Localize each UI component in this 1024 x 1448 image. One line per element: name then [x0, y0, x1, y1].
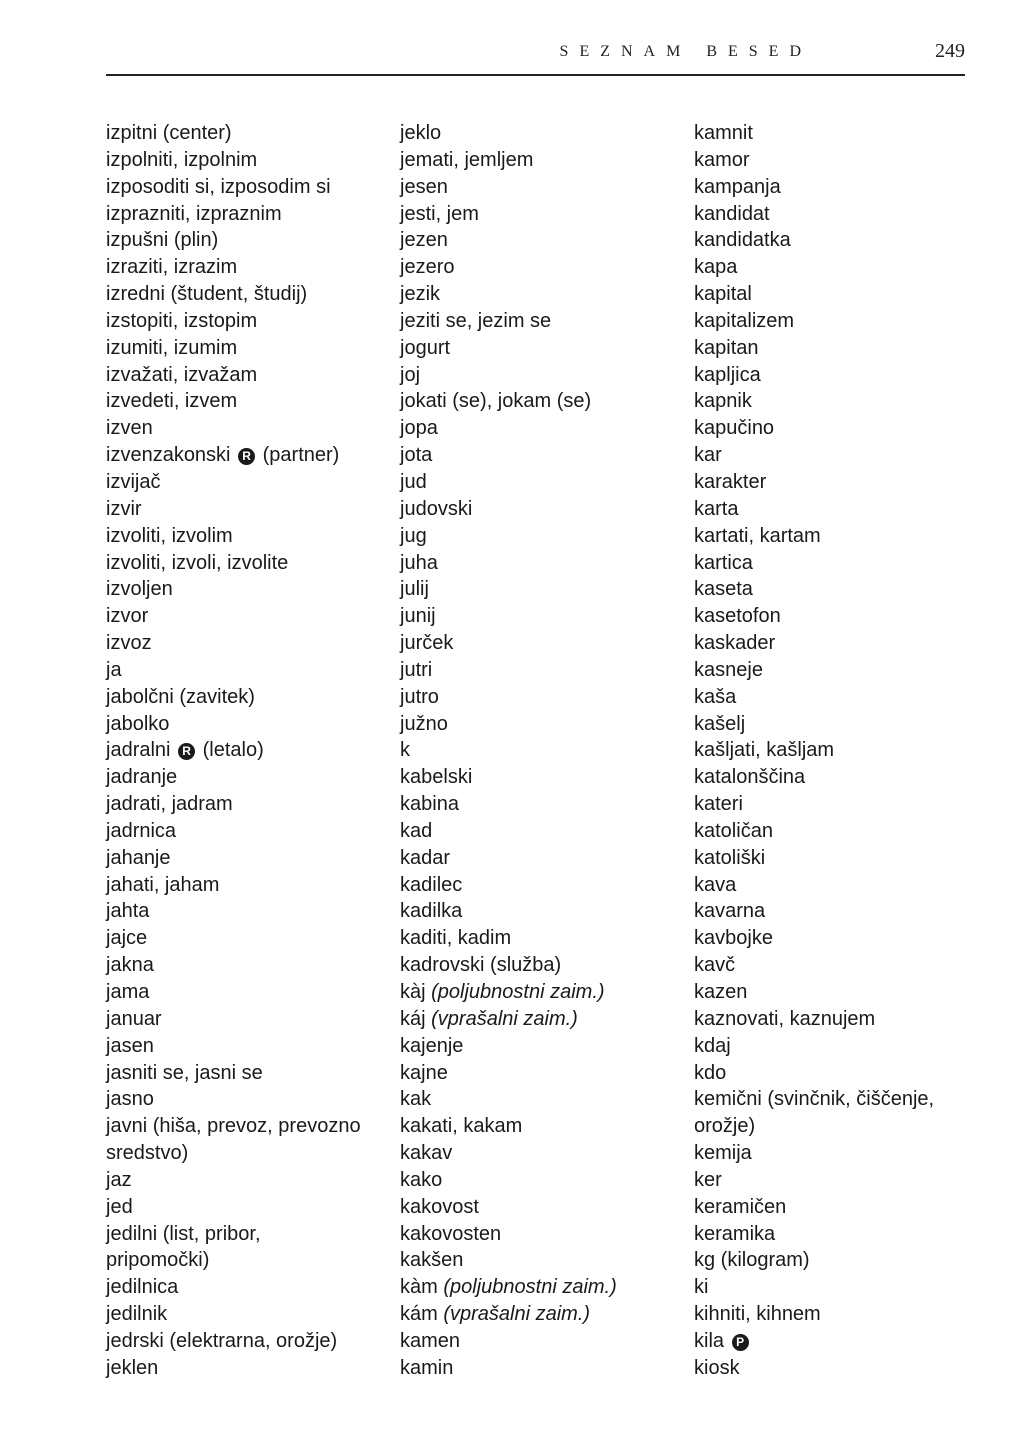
word-entry: kartica: [694, 551, 753, 574]
word-entry: izvažati, izvažam: [106, 363, 258, 386]
word-entry: jahati, jaham: [106, 873, 220, 896]
word-entry: jeziti se, jezim se: [400, 309, 552, 332]
register-badge-icon: P: [732, 1334, 749, 1351]
word-entry: [400, 1301, 690, 1328]
word-entry: jota: [400, 444, 433, 467]
word-entry: julij: [400, 578, 429, 601]
word-entry: keramičen: [694, 1195, 787, 1218]
word-entry: izraziti, izrazim: [106, 256, 238, 279]
word-entry: kakav: [400, 1142, 453, 1165]
word-entry: januar: [106, 1007, 162, 1030]
word-entry: kateri: [694, 793, 743, 816]
word-entry: kakovost: [400, 1195, 479, 1218]
word-entry: kabina: [400, 793, 459, 816]
word-entry: jabolčni (zavitek): [106, 685, 255, 708]
word-entry: jasniti se, jasni se: [106, 1061, 263, 1084]
word-entry: kdaj: [694, 1034, 731, 1057]
word-entry: kandidat: [694, 202, 770, 225]
word-entry: junij: [400, 605, 436, 628]
word-entry: jemati, jemljem: [400, 148, 534, 171]
word-entry: jesen: [400, 175, 448, 198]
word-entry: jezik: [400, 283, 441, 306]
word-entry: jedilnik: [106, 1303, 168, 1326]
word-entry: joj: [400, 363, 421, 386]
word-entry: jahta: [106, 900, 150, 923]
word-entry: jutri: [400, 658, 433, 681]
page-number: 249: [935, 40, 965, 62]
word-entry: sredstvo): [106, 1142, 189, 1165]
word-entry: kakovosten: [400, 1222, 502, 1245]
word-entry: jabolko: [106, 712, 170, 735]
register-badge-icon: R: [178, 743, 195, 760]
entry-grammar-note: (vprašalni zaim.): [431, 1007, 578, 1030]
word-entry: kapital: [694, 283, 752, 306]
word-entry: javni (hiša, prevoz, prevozno: [106, 1115, 361, 1138]
entry-grammar-note: (poljubnostni zaim.): [431, 981, 605, 1003]
entry-grammar-note: (poljubnostni zaim.): [443, 1276, 617, 1299]
entry-word: kàm: [400, 1276, 438, 1299]
word-entry: kad: [400, 819, 433, 842]
word-entry: izvijač: [106, 470, 161, 493]
word-entry: izvir: [106, 497, 142, 520]
entry-grammar-note: (vprašalni zaim.): [443, 1303, 591, 1326]
entry-word: káj: [400, 1007, 426, 1030]
entry-note: (letalo): [202, 739, 264, 762]
word-entry: jedilnica: [106, 1276, 179, 1299]
word-entry: izvoljen: [106, 578, 173, 601]
word-entry: kajenje: [400, 1034, 464, 1057]
word-entry: kandidatka: [694, 229, 791, 252]
word-entry: [106, 442, 396, 469]
word-entry: jeklo: [400, 122, 442, 144]
word-entry: izpušni (plin): [106, 229, 219, 252]
word-entry: izvoz: [106, 632, 152, 655]
word-entry: izumiti, izumim: [106, 336, 238, 359]
word-entry: orožje): [694, 1115, 756, 1138]
word-entry: kakšen: [400, 1249, 464, 1272]
word-entry: pripomočki): [106, 1249, 210, 1272]
word-entry: kiosk: [694, 1356, 740, 1379]
word-entry: kajne: [400, 1061, 448, 1084]
word-entry: jahanje: [106, 846, 171, 869]
word-entry: jedrski (elektrarna, orožje): [106, 1329, 338, 1352]
word-entry: kašljati, kašljam: [694, 739, 835, 762]
register-badge-icon: R: [238, 448, 255, 465]
word-column-1: [106, 120, 396, 1382]
word-entry: katalonščina: [694, 766, 806, 789]
entry-word: kila: [694, 1329, 725, 1352]
word-entry: jeklen: [106, 1356, 159, 1379]
word-entry: kaditi, kadim: [400, 927, 512, 950]
word-entry: kar: [694, 444, 722, 467]
word-entry: izvoliti, izvoli, izvolite: [106, 551, 289, 574]
word-entry: [694, 1328, 994, 1355]
entry-word: jadralni: [106, 739, 171, 762]
word-entry: kabelski: [400, 766, 473, 789]
word-entry: kapljica: [694, 363, 761, 386]
word-entry: jakna: [106, 954, 154, 977]
word-entry: jezen: [400, 229, 448, 252]
word-entry: kamen: [400, 1329, 461, 1352]
word-entry: kdo: [694, 1061, 727, 1084]
word-entry: judovski: [400, 497, 473, 520]
entry-word: kàj: [400, 981, 426, 1003]
word-entry: katoliški: [694, 846, 766, 869]
word-entry: kg (kilogram): [694, 1249, 810, 1272]
word-entry: jaz: [106, 1168, 132, 1191]
word-entry: jud: [400, 470, 427, 493]
word-entry: izpolniti, izpolnim: [106, 148, 258, 171]
word-entry: jezero: [400, 256, 455, 279]
word-entry: kihniti, kihnem: [694, 1303, 821, 1326]
word-entry: izprazniti, izpraznim: [106, 202, 282, 225]
word-entry: kaznovati, kaznujem: [694, 1007, 876, 1030]
word-entry: kapitalizem: [694, 309, 795, 332]
word-entry: kaseta: [694, 578, 753, 601]
word-entry: izposoditi si, izposodim si: [106, 175, 331, 198]
word-entry: ja: [106, 658, 122, 681]
word-entry: kapitan: [694, 336, 759, 359]
entry-word: izvenzakonski: [106, 444, 231, 467]
entry-word: kám: [400, 1303, 438, 1326]
word-entry: jama: [106, 981, 150, 1003]
word-entry: jed: [106, 1195, 133, 1218]
word-entry: kaša: [694, 685, 737, 708]
word-entry: izpitni (center): [106, 122, 232, 144]
word-entry: [400, 1006, 690, 1033]
word-entry: kamin: [400, 1356, 454, 1379]
word-entry: kapnik: [694, 390, 752, 413]
word-entry: jadrnica: [106, 819, 177, 842]
word-entry: južno: [400, 712, 448, 735]
word-column-2: [400, 120, 690, 1382]
word-entry: jogurt: [400, 336, 451, 359]
word-entry: kampanja: [694, 175, 781, 198]
word-entry: kaskader: [694, 632, 776, 655]
word-entry: jasen: [106, 1034, 154, 1057]
word-entry: ki: [694, 1276, 709, 1299]
word-entry: kadar: [400, 846, 451, 869]
word-entry: jadrati, jadram: [106, 793, 233, 816]
word-entry: kadilec: [400, 873, 463, 896]
word-entry: kapučino: [694, 417, 775, 440]
word-entry: kamnit: [694, 122, 753, 144]
word-entry: kadilka: [400, 900, 463, 923]
word-entry: jug: [400, 524, 427, 547]
word-entry: izvedeti, izvem: [106, 390, 238, 413]
word-entry: izredni (študent, študij): [106, 283, 308, 306]
word-entry: jurček: [400, 632, 454, 655]
word-entry: kavbojke: [694, 927, 773, 950]
word-entry: karakter: [694, 470, 767, 493]
word-entry: k: [400, 739, 410, 762]
page-header: [106, 38, 965, 76]
word-entry: kartati, kartam: [694, 524, 821, 547]
word-column-3: [694, 120, 994, 1382]
word-entry: jajce: [106, 927, 148, 950]
word-entry: kemični (svinčnik, čiščenje,: [694, 1088, 935, 1111]
word-entry: jesti, jem: [400, 202, 479, 225]
word-entry: kakati, kakam: [400, 1115, 523, 1138]
word-entry: kasneje: [694, 658, 763, 681]
word-entry: kavč: [694, 954, 736, 977]
word-entry: [400, 1274, 690, 1301]
word-entry: kasetofon: [694, 605, 781, 628]
word-entry: izven: [106, 417, 153, 440]
word-entry: [106, 737, 396, 764]
word-entry: jutro: [400, 685, 439, 708]
word-entry: [400, 979, 690, 1006]
word-entry: juha: [400, 551, 438, 574]
word-entry: kemija: [694, 1142, 752, 1165]
word-entry: jokati (se), jokam (se): [400, 390, 592, 413]
word-entry: izstopiti, izstopim: [106, 309, 258, 332]
word-entry: jadranje: [106, 766, 178, 789]
word-entry: kazen: [694, 981, 748, 1003]
word-entry: kava: [694, 873, 737, 896]
word-entry: kamor: [694, 148, 750, 171]
word-entry: kapa: [694, 256, 738, 279]
word-entry: kašelj: [694, 712, 746, 735]
running-title: SEZNAM BESED: [559, 43, 812, 60]
word-entry: jedilni (list, pribor,: [106, 1222, 261, 1245]
word-entry: izvor: [106, 605, 149, 628]
word-entry: karta: [694, 497, 739, 520]
word-entry: keramika: [694, 1222, 776, 1245]
word-entry: kadrovski (služba): [400, 954, 562, 977]
word-entry: kavarna: [694, 900, 766, 923]
entry-note: (partner): [262, 444, 340, 467]
word-entry: ker: [694, 1168, 722, 1191]
word-entry: jasno: [106, 1088, 154, 1111]
word-entry: katoličan: [694, 819, 773, 842]
word-entry: izvoliti, izvolim: [106, 524, 233, 547]
word-entry: kako: [400, 1168, 443, 1191]
word-entry: kak: [400, 1088, 432, 1111]
word-entry: jopa: [400, 417, 438, 440]
